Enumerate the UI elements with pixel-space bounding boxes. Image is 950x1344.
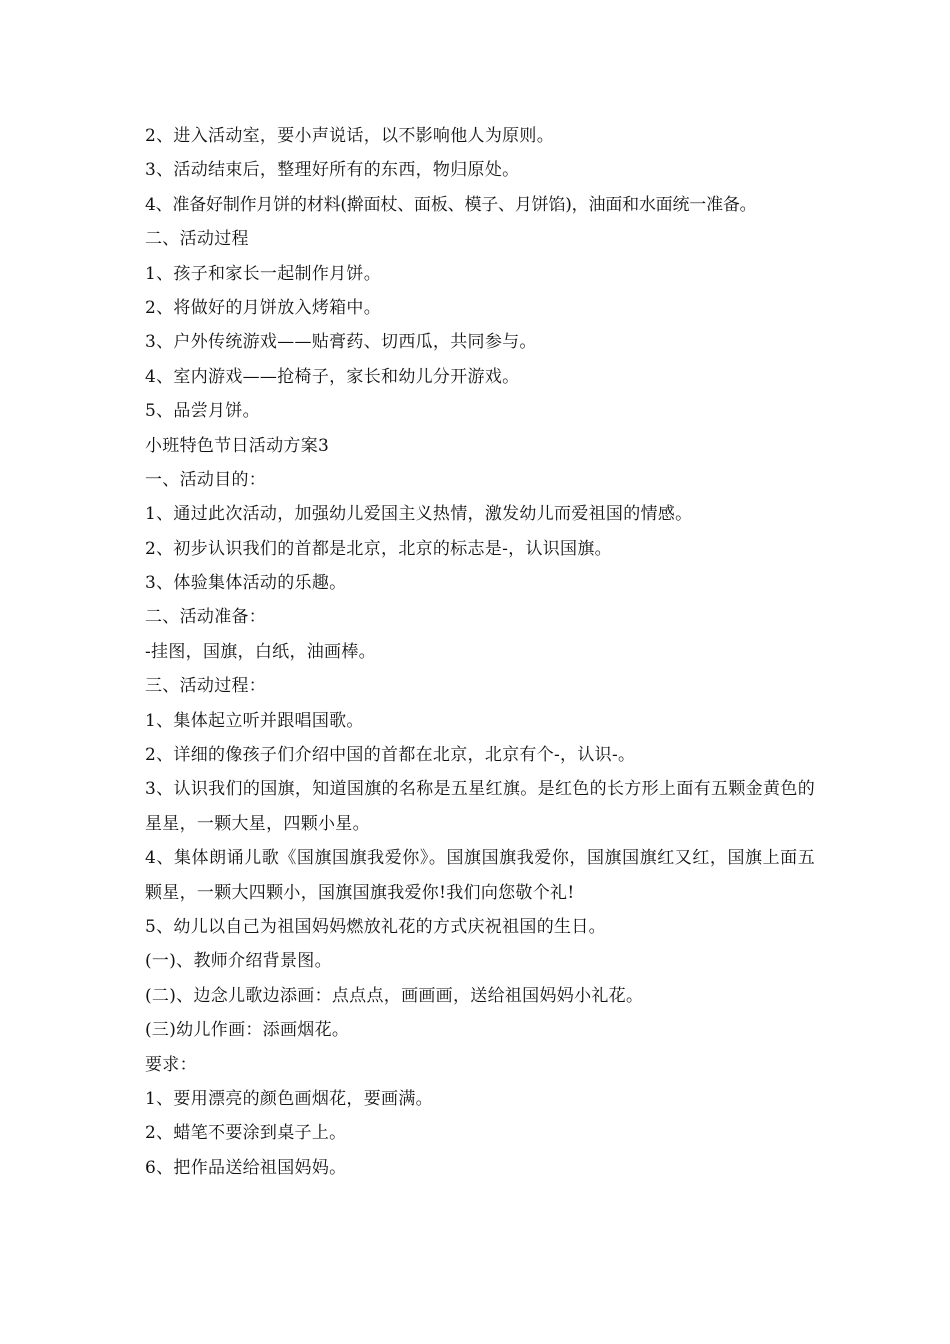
paragraph: 1、要用漂亮的颜色画烟花，要画满。 <box>145 1089 433 1109</box>
paragraph: 2、详细的像孩子们介绍中国的首都在北京，北京有个-，认识-。 <box>145 745 636 766</box>
paragraph: 3、活动结束后，整理好所有的东西，物归原处。 <box>145 160 520 181</box>
paragraph: 4、室内游戏——抢椅子，家长和幼儿分开游戏。 <box>145 366 520 387</box>
paragraph: 2、蜡笔不要涂到桌子上。 <box>145 1123 347 1144</box>
paragraph: 3、户外传统游戏——贴膏药、切西瓜，共同参与。 <box>145 332 537 353</box>
paragraph: 2、初步认识我们的首都是北京，北京的标志是-，认识国旗。 <box>145 538 612 559</box>
document-title: 小班特色节日活动方案3 <box>145 435 330 456</box>
paragraph: -挂图，国旗，白纸，油画棒。 <box>145 641 376 662</box>
section-heading: 三、活动过程： <box>145 676 267 697</box>
section-heading: 一、活动目的： <box>145 469 267 490</box>
paragraph: 1、通过此次活动，加强幼儿爱国主义热情，激发幼儿而爱祖国的情感。 <box>145 504 693 525</box>
paragraph: 2、将做好的月饼放入烤箱中。 <box>145 297 382 318</box>
paragraph: 2、进入活动室，要小声说话，以不影响他人为原则。 <box>145 126 555 146</box>
section-heading: 要求： <box>145 1054 197 1075</box>
paragraph: (三)幼儿作画：添画烟花。 <box>145 1020 350 1041</box>
paragraph: 3、认识我们的国旗，知道国旗的名称是五星红旗。是红色的长方形上面有五颗金黄色的星星，一颗大星，四颗小星。 <box>145 779 815 834</box>
paragraph: 4、准备好制作月饼的材料(擀面杖、面板、模子、月饼馅)，油面和水面统一准备。 <box>145 194 757 215</box>
document-body <box>145 119 815 1185</box>
paragraph: 6、把作品送给祖国妈妈。 <box>145 1157 347 1178</box>
paragraph: 3、体验集体活动的乐趣。 <box>145 573 347 594</box>
paragraph: 5、幼儿以自己为祖国妈妈燃放礼花的方式庆祝祖国的生日。 <box>145 917 606 938</box>
section-heading: 二、活动过程 <box>145 229 249 250</box>
paragraph: 1、孩子和家长一起制作月饼。 <box>145 263 382 284</box>
section-heading: 二、活动准备： <box>145 607 267 628</box>
paragraph: 4、集体朗诵儿歌《国旗国旗我爱你》。国旗国旗我爱你，国旗国旗红又红，国旗上面五颗星，一颗大四颗小，国旗国旗我爱你!我们向您敬个礼! <box>145 848 815 903</box>
paragraph: (二)、边念儿歌边添画：点点点，画画画，送给祖国妈妈小礼花。 <box>145 985 644 1006</box>
paragraph: (一)、教师介绍背景图。 <box>145 951 332 972</box>
paragraph: 5、品尝月饼。 <box>145 401 260 422</box>
paragraph: 1、集体起立听并跟唱国歌。 <box>145 710 364 731</box>
